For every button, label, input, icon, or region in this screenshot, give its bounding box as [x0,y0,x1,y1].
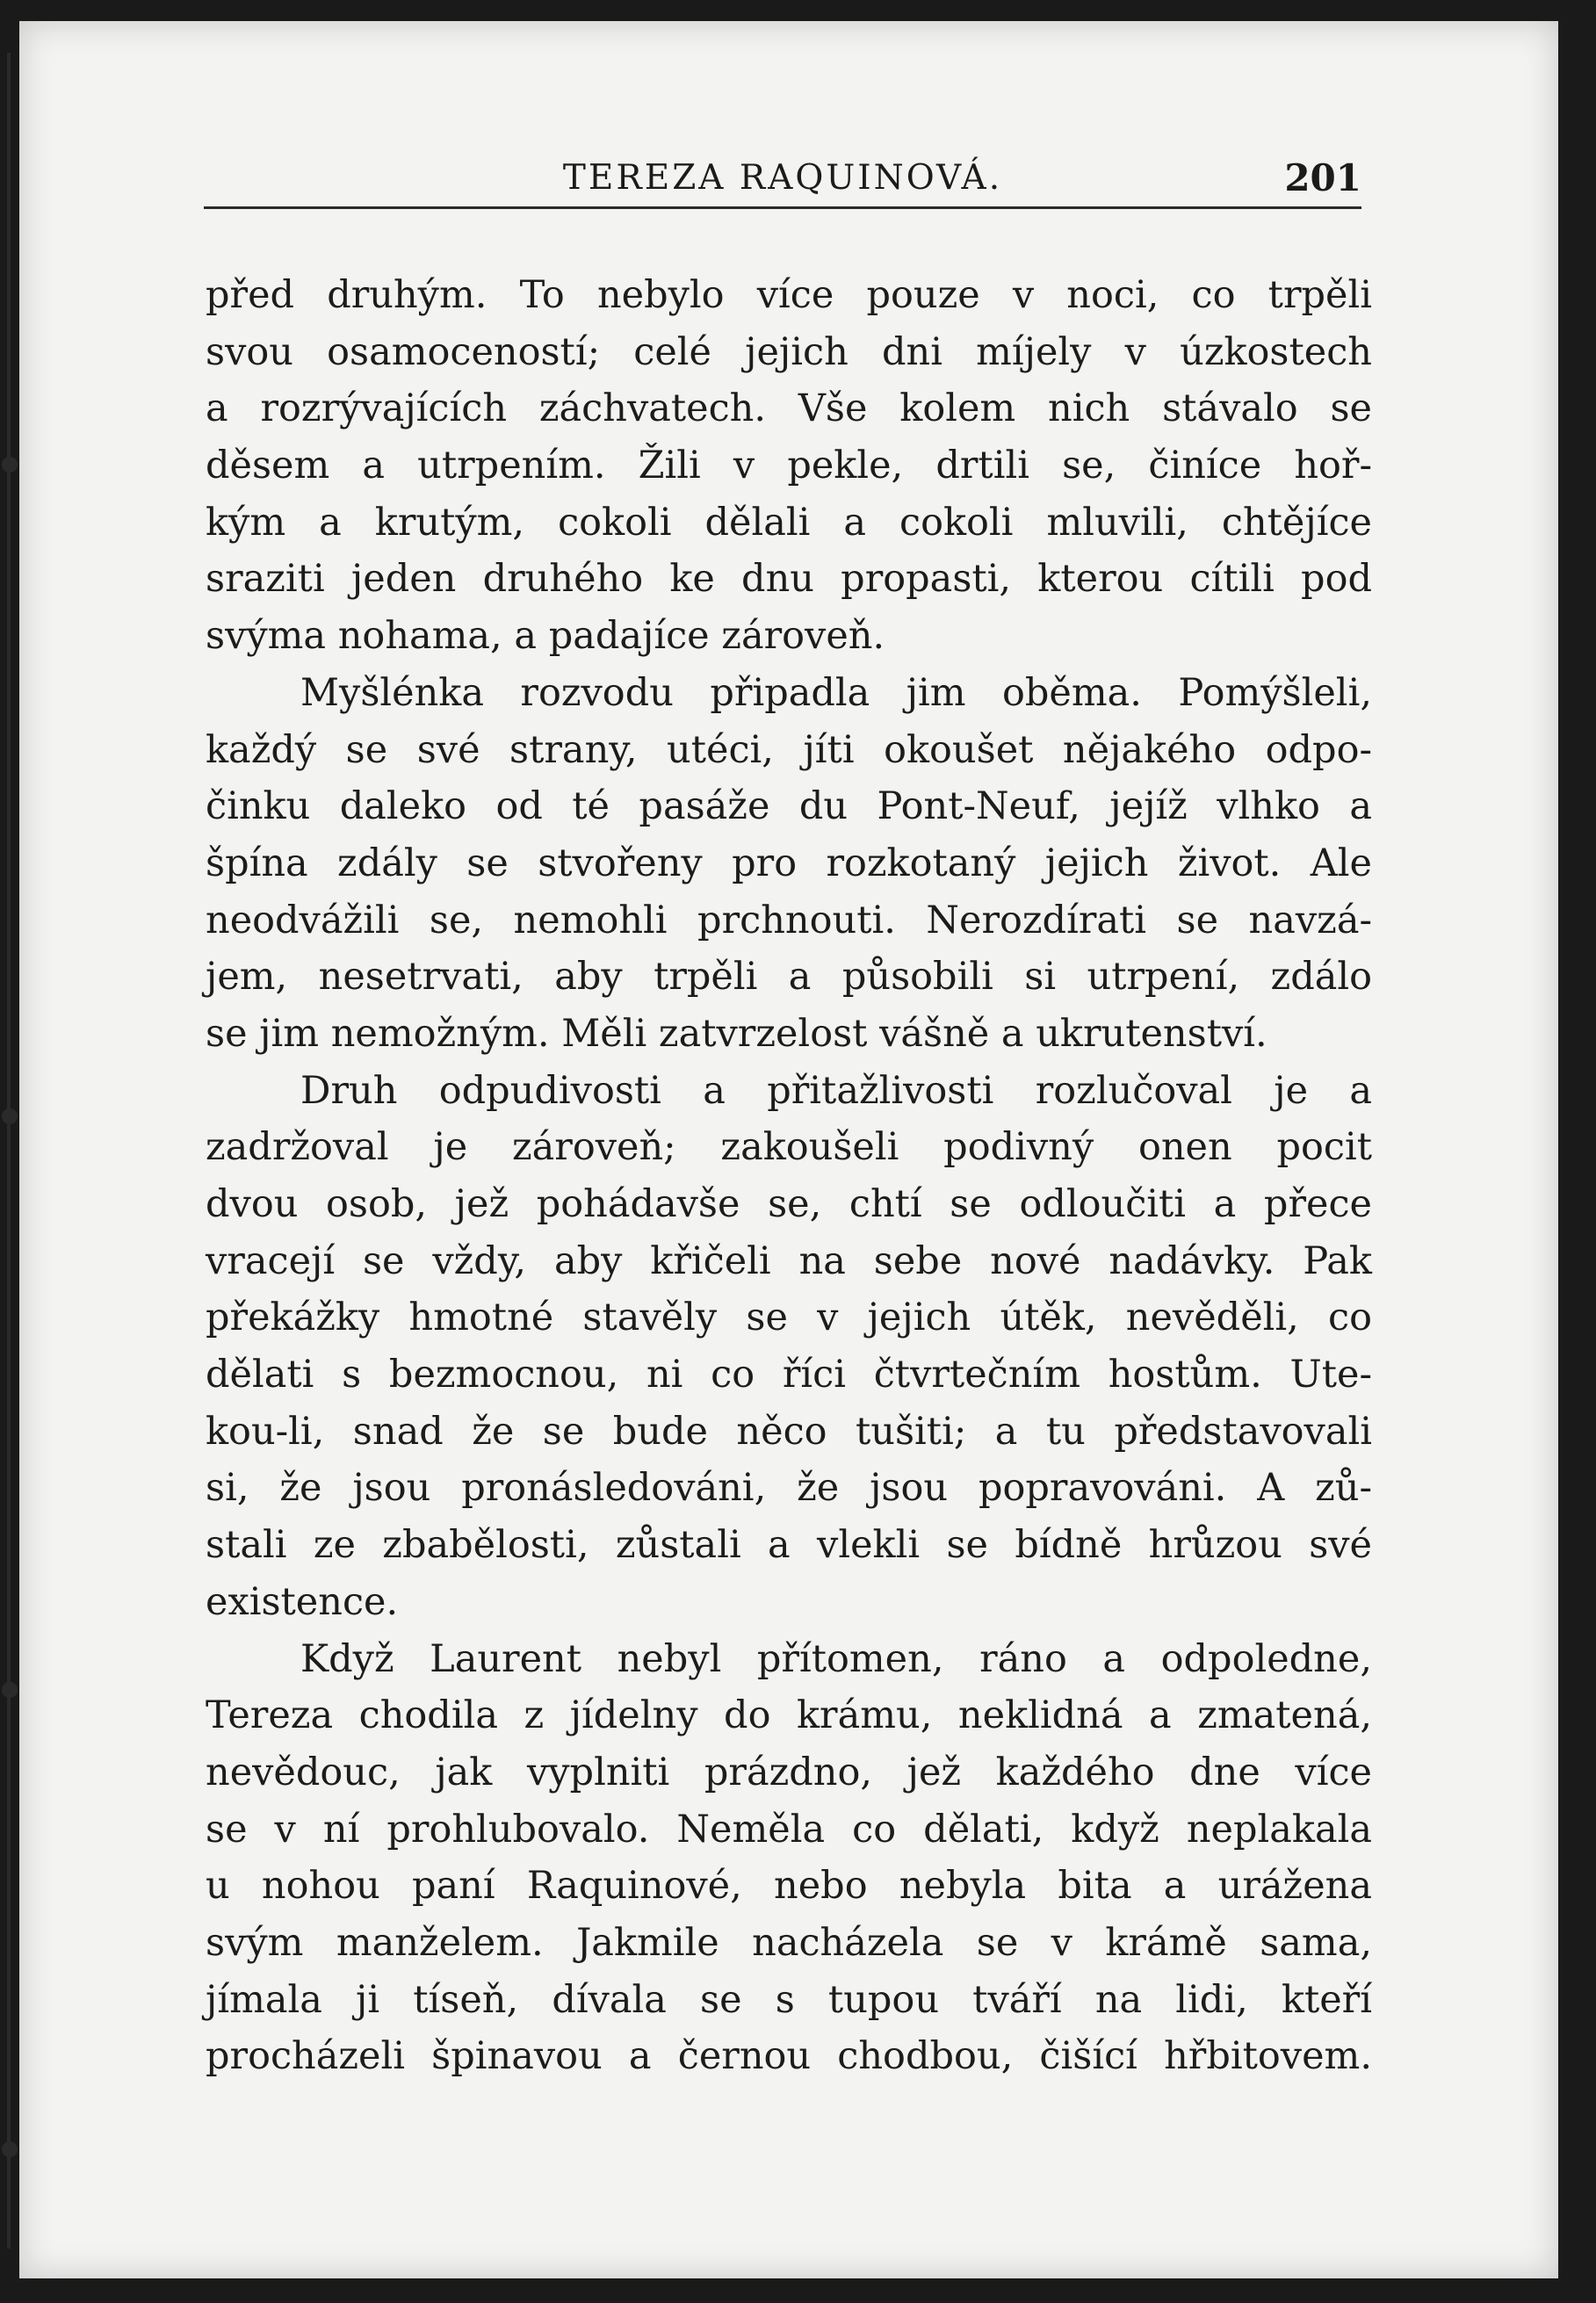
text-line: kou-li, snad že se bude něco tušiti; a tu představovali [206,1409,1372,1454]
body-text [206,267,1372,2085]
running-title: TEREZA RAQUINOVÁ. [562,158,1003,198]
page-number: 201 [1284,156,1361,199]
text-line: před druhým. To nebylo více pouze v noci, co trpěli [206,273,1372,317]
text-line: procházeli špinavou a černou chodbou, čišící hřbitovem. [206,2034,1372,2079]
binding-mark [2,1108,18,1124]
header-rule [204,206,1361,209]
text-line: Myšlénka rozvodu připadla jim oběma. Pomýšleli, [300,670,1372,715]
text-line: existence. [206,1579,399,1624]
text-line: vracejí se vždy, aby křičeli na sebe nové nadávky. Pak [206,1238,1372,1283]
text-line: Když Laurent nebyl přítomen, ráno a odpoledne, [300,1636,1372,1681]
text-line: překážky hmotné stavěly se v jejich útěk, nevěděli, co [206,1296,1372,1340]
text-line: stali ze zbabělosti, zůstali a vlekli se bídně hrůzou své [206,1523,1372,1568]
binding-mark [2,2141,18,2157]
text-line: sraziti jeden druhého ke dnu propasti, kterou cítili pod [206,557,1372,602]
text-line: svým manželem. Jakmile nacházela se v krámě sama, [206,1920,1372,1965]
text-line: špína zdály se stvořeny pro rozkotaný jejich život. Ale [206,841,1372,885]
text-line: svou osamoceností; celé jejich dni míjely v úzkostech [206,329,1372,374]
text-line: každý se své strany, utéci, jíti okoušet nějakého odpo- [206,727,1372,772]
binding-mark [2,457,18,473]
text-line: děsem a utrpením. Žili v pekle, drtili se, činíce hoř- [206,444,1372,488]
text-line: se jim nemožným. Měli zatvrzelost vášně a ukrutenství. [206,1011,1267,1056]
text-line: Druh odpudivosti a přitažlivosti rozlučoval je a [300,1068,1372,1113]
text-line: jem, nesetrvati, aby trpěli a působili si utrpení, zdálo [206,955,1372,1000]
text-line: dělati s bezmocnou, ni co říci čtvrtečním hostům. Ute- [206,1353,1372,1397]
book-page [19,21,1558,2278]
text-line: zadržoval je zároveň; zakoušeli podivný onen pocit [206,1125,1372,1170]
binding-mark [2,1682,18,1698]
text-line: dvou osob, jež pohádavše se, chtí se odloučiti a přece [206,1182,1372,1226]
text-line: u nohou paní Raquinové, nebo nebyla bita a urážena [206,1864,1372,1909]
text-line: a rozrývajících záchvatech. Vše kolem nich stávalo se [206,386,1372,431]
text-line: nevědouc, jak vyplniti prázdno, jež každého dne více [206,1750,1372,1794]
text-line: činku daleko od té pasáže du Pont-Neuf, jejíž vlhko a [206,784,1372,829]
text-line: kým a krutým, cokoli dělali a cokoli mluvili, chtějíce [206,500,1372,545]
text-line: neodvážili se, nemohli prchnouti. Nerozdírati se navzá- [206,898,1372,942]
text-line: se v ní prohlubovalo. Neměla co dělati, když neplakala [206,1807,1372,1852]
text-line: jímala ji tíseň, dívala se s tupou tváří na lidi, kteří [206,1977,1372,2022]
binding-edge [7,53,11,2249]
text-line: Tereza chodila z jídelny do krámu, neklidná a zmatená, [206,1693,1372,1738]
text-line: si, že jsou pronásledováni, že jsou popravováni. A zů- [206,1466,1372,1511]
running-head [204,155,1361,204]
text-line: svýma nohama, a padajíce zároveň. [206,614,885,659]
